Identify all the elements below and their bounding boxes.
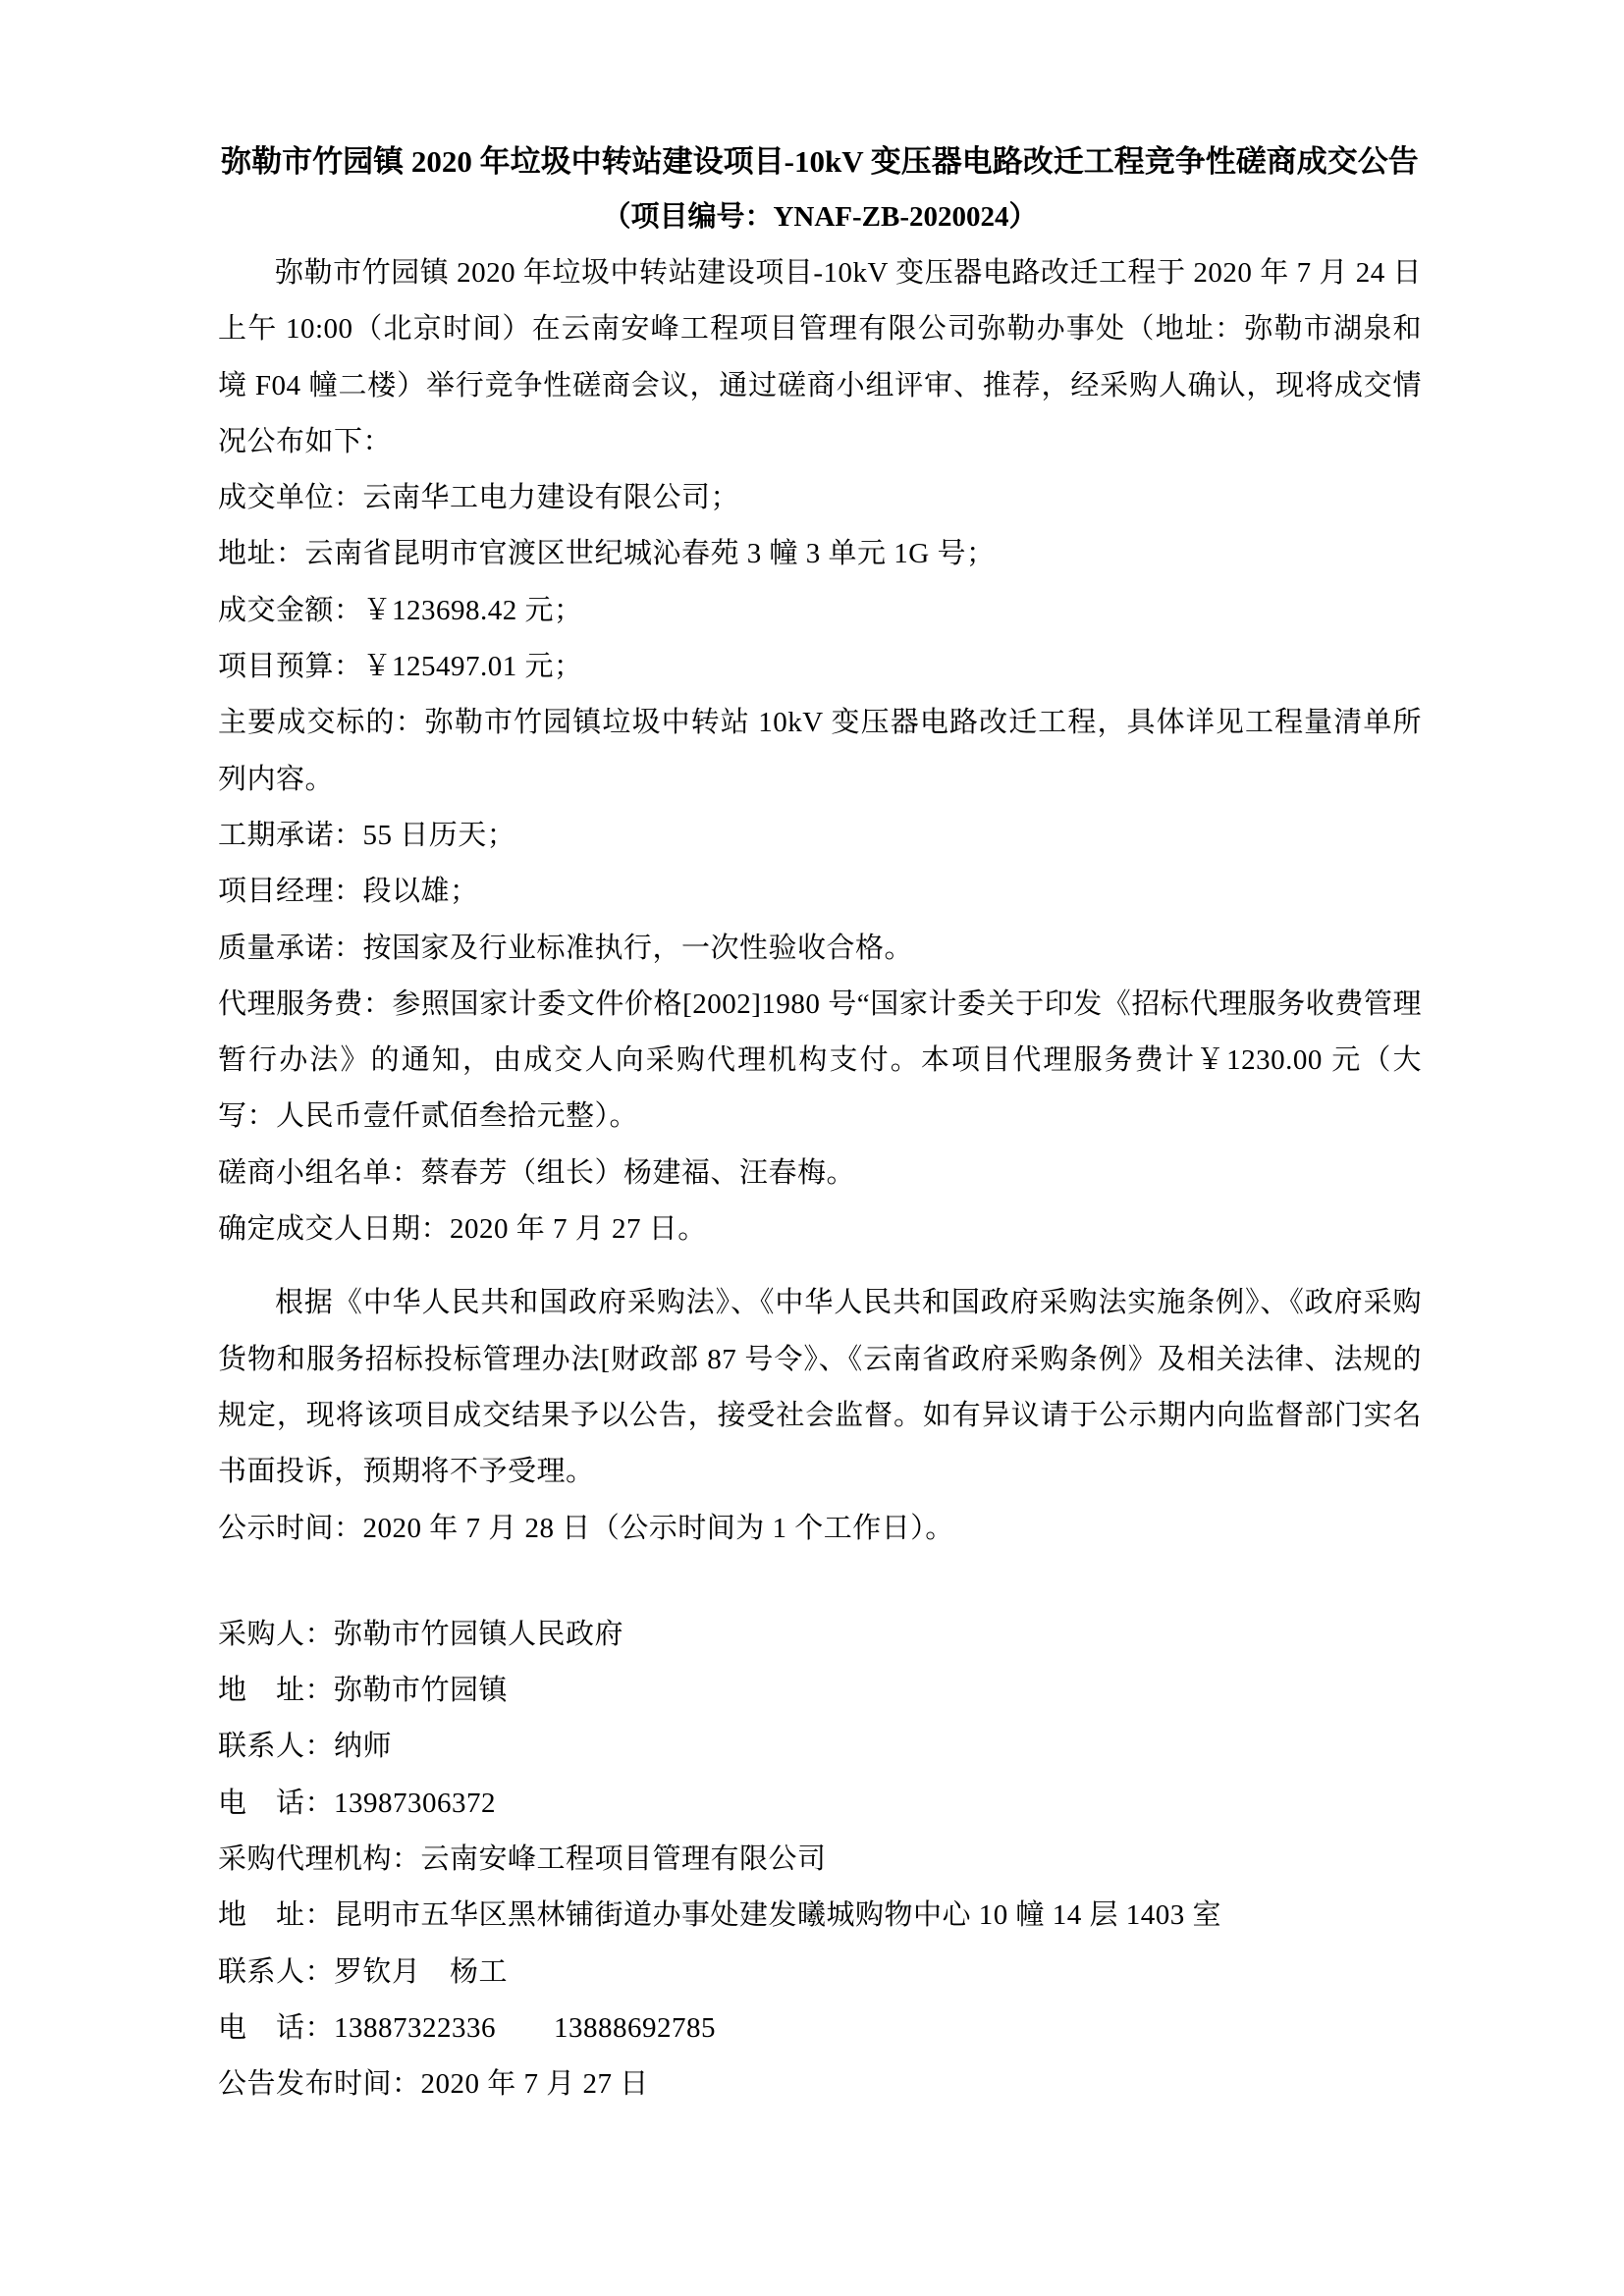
section-award-result (218, 245, 1422, 1257)
page-title: 弥勒市竹园镇 2020 年垃圾中转站建设项目-10kV 变压器电路改迁工程竞争性磋商成交公告 (221, 144, 1419, 179)
line-duration-commitment: 工期承诺：55 日历天； (218, 819, 516, 851)
line-publish-date: 公告发布时间：2020 年 7 月 27 日 (218, 2068, 649, 2101)
project-number: （项目编号：YNAF-ZB-2020024） (602, 201, 1038, 233)
line-award-date: 确定成交人日期：2020 年 7 月 27 日。 (218, 1213, 707, 1246)
line-purchaser: 采购人：弥勒市竹园镇人民政府 (218, 1618, 624, 1650)
intro-paragraph: 弥勒市竹园镇 2020 年垃圾中转站建设项目-10kV 变压器电路改迁工程于 2020 年 7 月 24 日上午 10:00（北京时间）在云南安峰工程项目管理有限公司弥勒办事处（地址：弥勒市湖泉和境 F04 幢二楼）举行竞争性磋商会议，通过磋商小组评审、推荐，经采购人确认，现将成交情况公布如下： (218, 257, 1422, 457)
line-supplier-address: 地址：云南省昆明市官渡区世纪城沁春苑 3 幢 3 单元 1G 号； (218, 538, 996, 570)
line-purchaser-contact: 联系人：纳师 (218, 1731, 393, 1763)
section-legal-notice (218, 1275, 1422, 1556)
line-agency-fee: 代理服务费：参照国家计委文件价格[2002]1980 号“国家计委关于印发《招标代理服务收费管理暂行办法》的通知，由成交人向采购代理机构支付。本项目代理服务费计￥1230.00 元（大写：人民币壹仟贰佰叁拾元整）。 (218, 988, 1422, 1133)
line-project-budget: 项目预算：￥125497.01 元； (218, 651, 583, 683)
line-agency-address: 地 址：昆明市五华区黑林铺街道办事处建发曦城购物中心 10 幢 14 层 1403 室 (218, 1899, 1222, 1932)
line-purchaser-address: 地 址：弥勒市竹园镇 (218, 1675, 509, 1707)
line-main-subject: 主要成交标的：弥勒市竹园镇垃圾中转站 10kV 变压器电路改迁工程，具体详见工程量清单所列内容。 (218, 707, 1422, 795)
section-contacts (218, 1607, 1422, 2113)
line-award-amount: 成交金额：￥123698.42 元； (218, 594, 583, 626)
line-publicity-period: 公示时间：2020 年 7 月 28 日（公示时间为 1 个工作日）。 (218, 1512, 954, 1544)
line-agency-phone: 电 话：13887322336 13888692785 (218, 2011, 717, 2044)
legal-paragraph: 根据《中华人民共和国政府采购法》、《中华人民共和国政府采购法实施条例》、《政府采购货物和服务招标投标管理办法[财政部 87 号令》、《云南省政府采购条例》及相关法律、法规的规定，现将该项目成交结果予以公告，接受社会监督。如有异议请于公示期内向监督部门实名书面投诉，预期将不予受理。 (218, 1287, 1422, 1488)
line-project-manager: 项目经理：段以雄； (218, 876, 479, 908)
line-quality-commitment: 质量承诺：按国家及行业标准执行，一次性验收合格。 (218, 932, 914, 964)
line-purchaser-phone: 电 话：13987306372 (218, 1787, 497, 1819)
line-panel-members: 磋商小组名单：蔡春芳（组长）杨建福、汪春梅。 (218, 1156, 856, 1189)
line-agency-contact: 联系人：罗钦月 杨工 (218, 1955, 509, 1988)
line-agency: 采购代理机构：云南安峰工程项目管理有限公司 (218, 1843, 827, 1876)
line-award-supplier: 成交单位：云南华工电力建设有限公司； (218, 482, 740, 514)
